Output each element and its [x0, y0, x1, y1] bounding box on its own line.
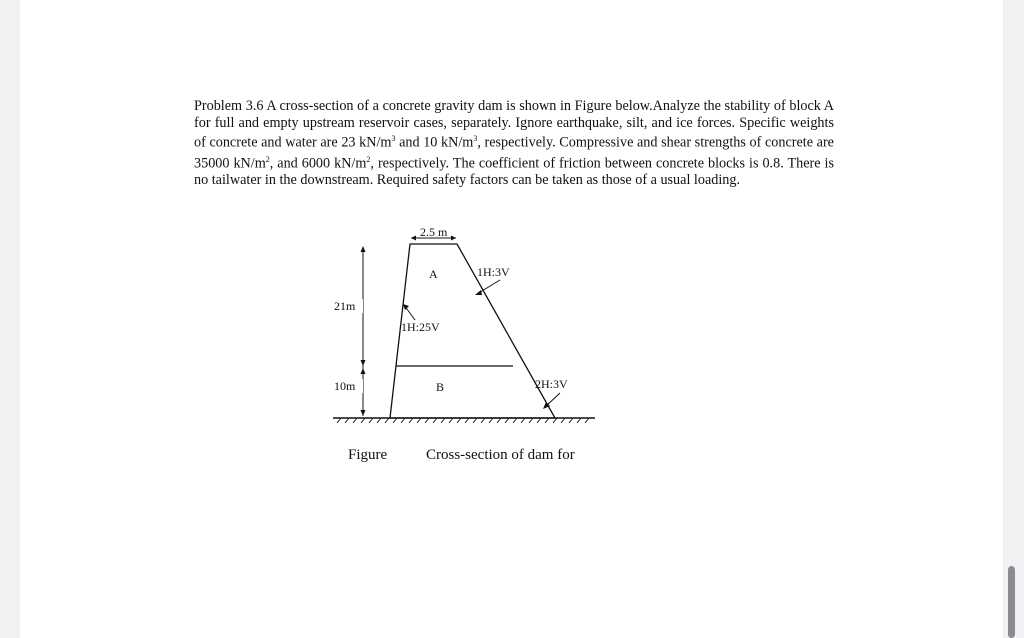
height-lower-label: 10m: [334, 379, 356, 393]
problem-text-1: A cross-section of a concrete gravity dam is shown in Figure below.Analyze the stability of block A for full and empty upstream reservoir cases, separately. Ignore earthquake, silt, and ice forces. Specific weights of concrete and water are 23 kN/m: [194, 98, 835, 151]
superscript-3: 3: [391, 134, 396, 144]
block-a-label: A: [429, 267, 438, 281]
arrowhead-mid-upper: [361, 360, 366, 366]
figure-caption: [348, 447, 575, 464]
arrowhead-bottom: [361, 410, 366, 416]
superscript-3b: 3: [473, 134, 478, 144]
arrowhead-top: [361, 246, 366, 252]
slope-upper-arrowhead: [475, 290, 482, 295]
vertical-scrollbar[interactable]: [1008, 566, 1015, 638]
slope-upstream-label: 1H:25V: [401, 320, 440, 334]
block-b-label: B: [436, 380, 445, 394]
problem-statement: [194, 98, 834, 188]
problem-text-4: , and 6000 kN/m: [269, 155, 367, 172]
problem-text-5: , respectively. The coefficient of friction between concrete blocks is 0.8. There is no tailwater in the downstream. Required safety factors can be taken as those of a usual loading.: [194, 155, 834, 188]
dam-diagram: [325, 222, 625, 432]
height-upper-label: 21m: [334, 299, 356, 313]
slope-downstream-lower-label: 2H:3V: [535, 377, 568, 391]
top-width-label: 2.5 m: [420, 225, 448, 239]
caption-label: Figure: [348, 447, 388, 463]
problem-text-3: , respectively. Compressive and shear strengths of concrete are 35000 kN/m: [194, 134, 834, 172]
arrowhead-right: [451, 236, 456, 241]
arrowhead-left: [411, 236, 416, 241]
arrowhead-mid-lower: [361, 368, 366, 374]
problem-text-2: and 10 kN/m: [395, 134, 474, 151]
caption-text: Cross-section of dam for: [426, 447, 575, 463]
dam-cross-section-figure: [325, 222, 625, 432]
superscript-2b: 2: [366, 154, 371, 164]
superscript-2: 2: [265, 154, 270, 164]
problem-number: Problem 3.6: [194, 98, 264, 114]
slope-upstream-arrowhead: [403, 304, 409, 310]
slope-downstream-upper-label: 1H:3V: [477, 265, 510, 279]
